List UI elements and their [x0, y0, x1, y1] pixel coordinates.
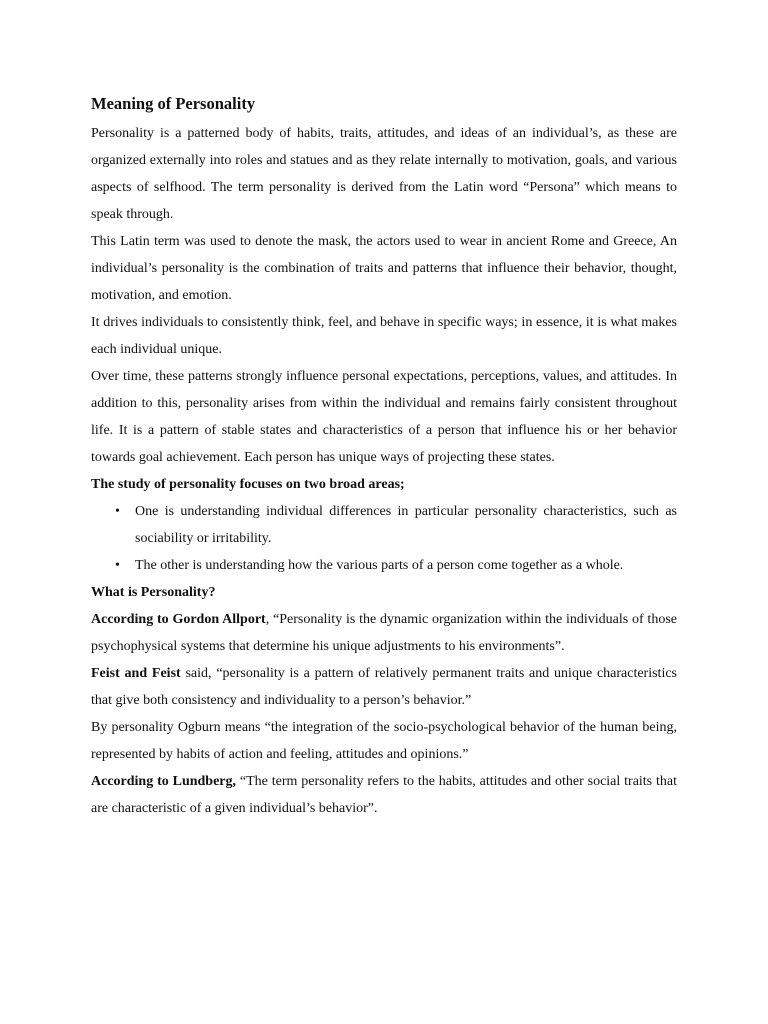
feist-definition	[91, 660, 677, 714]
paragraph-over-time: Over time, these patterns strongly influence personal expectations, perceptions, values, and attitudes. In addition to this, personality arises from within the individual and remains fairly consistent throughout life. It is a pattern of stable states and characteristics of a person that influence his or her behavior towards goal achievement. Each person has unique ways of projecting these states.	[91, 369, 677, 465]
lundberg-text: “The term personality refers to the habits, attitudes and other social traits that are characteristic of a given individual’s behavior”.	[91, 774, 677, 816]
study-areas-list	[91, 498, 677, 579]
document-page	[91, 92, 677, 822]
paragraph-drives: It drives individuals to consistently think, feel, and behave in specific ways; in essence, it is what makes each individual unique.	[91, 315, 677, 357]
study-heading: The study of personality focuses on two broad areas;	[91, 477, 405, 492]
allport-definition	[91, 606, 677, 660]
ogburn-definition: By personality Ogburn means “the integration of the socio-psychological behavior of the human being, represented by habits of action and feeling, attitudes and opinions.”	[91, 720, 677, 762]
lundberg-lead: According to Lundberg,	[91, 774, 237, 789]
paragraph-latin-term: This Latin term was used to denote the mask, the actors used to wear in ancient Rome and Greece, An individual’s personality is the combination of traits and patterns that influence their behavior, thought, motivation, and emotion.	[91, 234, 677, 303]
lundberg-definition	[91, 768, 677, 822]
allport-lead: According to Gordon Allport	[91, 612, 266, 627]
list-item: • The other is understanding how the various parts of a person come together as a whole.	[135, 552, 677, 579]
paragraph-definition: Personality is a patterned body of habits, traits, attitudes, and ideas of an individual’s, as these are organized externally into roles and statues and as they relate internally to motivation, goals, and various aspects of selfhood. The term personality is derived from the Latin word “Persona” which means to speak through.	[91, 126, 677, 222]
page-title: Meaning of Personality	[91, 94, 256, 113]
allport-text: , “Personality is the dynamic organization within the individuals of those psychophysical systems that determine his unique adjustments to his environments”.	[91, 612, 677, 654]
feist-lead: Feist and Feist	[91, 666, 181, 681]
feist-text: said, “personality is a pattern of relatively permanent traits and unique characteristics that give both consistency and individuality to a person’s behavior.”	[91, 666, 678, 708]
what-is-personality-heading: What is Personality?	[91, 585, 216, 600]
list-item: • One is understanding individual differences in particular personality characteristics, such as sociability or irritability.	[135, 498, 677, 552]
